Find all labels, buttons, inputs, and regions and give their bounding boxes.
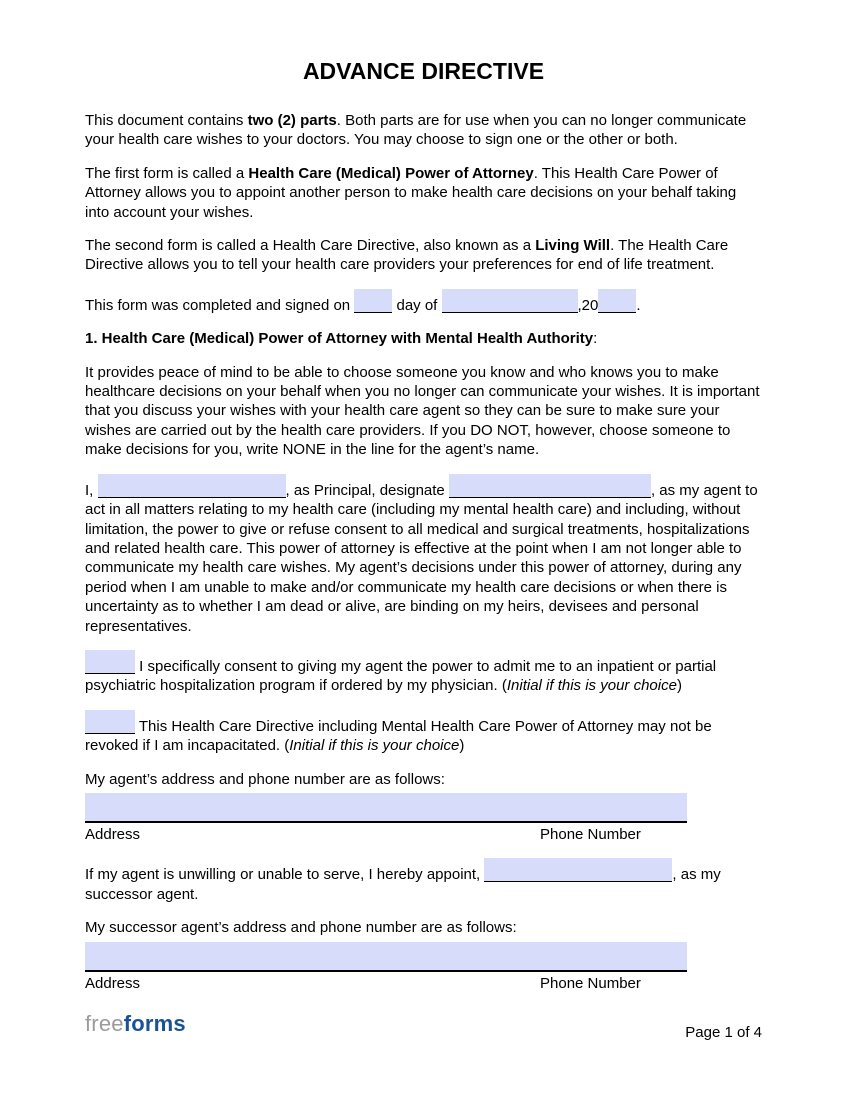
- successor-address-label: [85, 918, 762, 937]
- bold-text-run: Health Care (Medical) Power of Attorney: [248, 164, 534, 182]
- page-number: Page 1 of 4: [685, 1024, 762, 1041]
- text-run: This Health Care Directive including Mental Health Care Power of Attorney may not be revoked if I am incapacitated. (: [85, 717, 712, 755]
- agent-address-labels: [85, 825, 762, 844]
- section-1-heading: [85, 329, 762, 348]
- phone-number-label: Phone Number: [540, 974, 641, 992]
- intro-paragraph: [85, 111, 762, 150]
- peace-of-mind-paragraph: [85, 363, 762, 460]
- phone-number-label: Phone Number: [540, 825, 641, 843]
- text-run: day of: [392, 296, 442, 314]
- psychiatric-consent-paragraph: [85, 650, 762, 696]
- month-field[interactable]: [442, 289, 578, 313]
- footer: [85, 1012, 762, 1041]
- agent-name-field[interactable]: [449, 474, 651, 498]
- successor-address-phone-field[interactable]: [85, 942, 687, 972]
- text-run: ): [676, 677, 682, 695]
- text-run: The first form is called a: [85, 164, 249, 182]
- logo-forms-text: forms: [123, 1011, 186, 1036]
- text-run: This document contains: [85, 112, 248, 129]
- document-title: ADVANCE DIRECTIVE: [302, 58, 545, 84]
- agent-address-label: [85, 770, 762, 789]
- italic-text-run: Initial if this is your choice: [506, 677, 677, 695]
- first-form-paragraph: [85, 164, 762, 222]
- revocation-initials-field[interactable]: [85, 710, 135, 734]
- successor-appointment-paragraph: [85, 858, 762, 904]
- italic-text-run: Initial if this is your choice: [289, 737, 460, 755]
- text-run: My successor agent’s address and phone number are as follows:: [85, 919, 517, 937]
- text-run: :: [593, 330, 598, 348]
- text-run: The second form is called a Health Care Directive, also known as a: [85, 237, 536, 255]
- address-label: Address: [85, 825, 141, 843]
- text-run: . Both parts are for use when you can no longer communicate your health care wishes to your doctors. You may choose to sign one or the other or both.: [85, 112, 747, 149]
- text-run: . The Health Care Directive allows you to tell your health care providers your preferences for end of life treatment.: [85, 237, 729, 274]
- text-run: , as my successor agent.: [85, 866, 721, 903]
- document-body: [85, 111, 762, 993]
- day-field[interactable]: [354, 289, 392, 313]
- successor-agent-name-field[interactable]: [484, 858, 672, 882]
- text-run: ,20: [577, 296, 599, 314]
- text-run: My agent’s address and phone number are as follows:: [85, 770, 445, 788]
- bold-text-run: two (2) parts: [247, 112, 337, 129]
- freeforms-logo: [85, 1012, 186, 1036]
- principal-name-field[interactable]: [98, 474, 286, 498]
- text-run: .: [636, 296, 641, 314]
- designation-paragraph: [85, 474, 762, 636]
- second-form-paragraph: [85, 236, 762, 275]
- revocation-paragraph: [85, 710, 762, 756]
- agent-address-phone-field[interactable]: [85, 793, 687, 823]
- text-run: ): [459, 737, 465, 755]
- text-run: , as Principal, designate: [285, 481, 449, 499]
- successor-address-labels: [85, 974, 762, 993]
- text-run: If my agent is unwilling or unable to serve, I hereby appoint,: [85, 866, 485, 884]
- consent-initials-field[interactable]: [85, 650, 135, 674]
- text-run: I,: [85, 481, 98, 499]
- text-run: It provides peace of mind to be able to choose someone you know and who knows you to make healthcare decisions on your behalf when you no longer can communicate your wishes. It is important that you discuss your wishes with your health care agent so they can be sure to make sure your wishes are carried out by the health care providers. If you DO NOT, however, choose someone to make decisions for you, write NONE in the line for the agent’s name.: [85, 363, 760, 459]
- address-label: Address: [85, 974, 141, 992]
- bold-text-run: Living Will: [535, 237, 611, 255]
- text-run: . This Health Care Power of Attorney allows you to appoint another person to make health care decisions on your behalf taking into account your wishes.: [85, 164, 737, 221]
- bold-text-run: 1. Health Care (Medical) Power of Attorney with Mental Health Authority: [85, 330, 594, 348]
- text-run: , as my agent to act in all matters relating to my health care (including my mental health care) and including, without limitation, the power to give or refuse consent to all medical and surgical treatments, hospitalizations and related health care. This power of attorney is effective at the point when I am not longer able to communicate my health care wishes. My agent’s decisions under this power of attorney, during any period when I am unable to make and/or communicate my health care decisions or when there is uncertainty as to whether I am dead or alive, are binding on my heirs, devisees and personal representatives.: [85, 481, 758, 635]
- signed-date-line: [85, 289, 762, 315]
- text-run: I specifically consent to giving my agent the power to admit me to an inpatient or partial psychiatric hospitalization program if ordered by my physician. (: [85, 657, 717, 695]
- year-field[interactable]: [598, 289, 636, 313]
- logo-free-text: free: [85, 1011, 124, 1036]
- text-run: This form was completed and signed on: [85, 296, 355, 314]
